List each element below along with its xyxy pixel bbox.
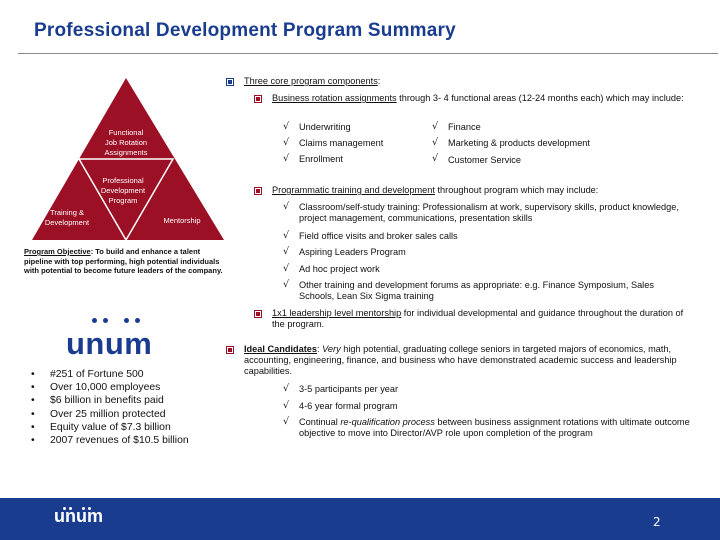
objective-text: : To build and enhance a talent pipeline with top performing, high potential individuals with potential to become future leaders of the company. xyxy=(24,247,223,275)
list-item: • Over 10,000 employees xyxy=(31,382,161,394)
footer-logo: unum xyxy=(54,506,103,526)
mentorship-description: 1x1 leadership level mentorship for individual developmental and guidance throughout the duration of the program. xyxy=(272,308,684,329)
check-icon: √ xyxy=(283,246,290,257)
company-facts-list xyxy=(30,368,230,447)
check-icon: √ xyxy=(432,153,439,164)
training-item: Classroom/self-study training: Professionalism at work, supervisory skills, product knowledge, project management, communications, presentation skills xyxy=(299,202,679,223)
label-training-development: Training & Development xyxy=(44,208,90,227)
bullet: • xyxy=(31,408,35,420)
check-icon: √ xyxy=(432,137,439,148)
title-divider xyxy=(18,53,718,54)
square-bullet-icon xyxy=(254,310,262,318)
label-mentorship: Mentorship xyxy=(163,216,201,225)
check-icon: √ xyxy=(283,121,290,132)
check-icon: √ xyxy=(283,383,290,394)
list-item: • $6 billion in benefits paid xyxy=(31,395,164,407)
square-bullet-icon xyxy=(254,187,262,195)
candidate-item: Continual re-qualification process between business assignment rotations with ultimate outcome objective to move into Director/AVP role upon completion of the program xyxy=(299,417,690,438)
list-item: • Over 25 million protected xyxy=(31,408,166,420)
components-heading: Three core program components: xyxy=(244,76,381,86)
check-icon: √ xyxy=(283,153,290,164)
logo-dot xyxy=(103,318,108,323)
rotation-area: Underwriting xyxy=(299,122,351,132)
list-item: • 2007 revenues of $10.5 billion xyxy=(31,435,189,447)
bullet: • xyxy=(31,369,35,380)
rotation-area: Customer Service xyxy=(448,155,522,165)
logo-dot xyxy=(124,318,129,323)
page-number: 2 xyxy=(653,515,661,529)
ideal-candidates: Ideal Candidates: Very high potential, graduating college seniors in targeted majors of economics, math, accounting, engineering, finance, and business who have demonstrated academic success and leadership capabilities. xyxy=(244,344,677,376)
training-description: Programmatic training and development throughout program which may include: xyxy=(272,185,599,195)
check-icon: √ xyxy=(283,137,290,148)
list-item: • Equity value of $7.3 billion xyxy=(31,421,171,433)
bullet: • xyxy=(31,421,35,433)
square-bullet-icon xyxy=(226,346,234,354)
logo-dot xyxy=(135,318,140,323)
square-bullet-icon xyxy=(226,78,234,86)
check-icon: √ xyxy=(283,263,290,274)
page-title: Professional Development Program Summary xyxy=(34,20,456,41)
training-item: Ad hoc project work xyxy=(299,264,380,274)
check-icon: √ xyxy=(432,121,439,132)
objective-label: Program Objective xyxy=(24,247,91,256)
rotation-area: Finance xyxy=(448,122,481,132)
rotation-area: Enrollment xyxy=(299,154,343,164)
training-item: Field office visits and broker sales calls xyxy=(299,231,458,241)
program-objective xyxy=(24,247,224,276)
candidate-item: 3-5 participants per year xyxy=(299,384,399,394)
candidate-item: 4-6 year formal program xyxy=(299,401,398,411)
label-professional-development: Professional Development Program xyxy=(100,176,146,205)
label-functional-rotation: Functional Job Rotation Assignments xyxy=(104,128,148,157)
rotation-description: Business rotation assignments through 3- 4 functional areas (12-24 months each) which may include: xyxy=(272,93,684,103)
training-item: Aspiring Leaders Program xyxy=(299,247,406,257)
check-icon: √ xyxy=(283,400,290,411)
check-icon: √ xyxy=(283,230,290,241)
check-icon: √ xyxy=(283,279,290,290)
program-triangle-diagram xyxy=(30,76,230,242)
bullet: • xyxy=(31,395,35,407)
footer-bar xyxy=(0,498,720,540)
check-icon: √ xyxy=(283,201,290,212)
list-item: • #251 of Fortune 500 xyxy=(31,369,144,380)
check-icon: √ xyxy=(283,416,290,427)
square-bullet-icon xyxy=(254,95,262,103)
logo-wordmark: unum xyxy=(66,326,153,361)
unum-logo xyxy=(66,318,170,361)
bullet: • xyxy=(31,435,35,447)
rotation-area: Claims management xyxy=(299,138,384,148)
rotation-area: Marketing & products development xyxy=(448,138,590,148)
training-item: Other training and development forums as appropriate: e.g. Finance Symposium, Sales Schools, Lean Six Sigma training xyxy=(299,280,654,301)
bullet: • xyxy=(31,382,35,394)
logo-dot xyxy=(92,318,97,323)
